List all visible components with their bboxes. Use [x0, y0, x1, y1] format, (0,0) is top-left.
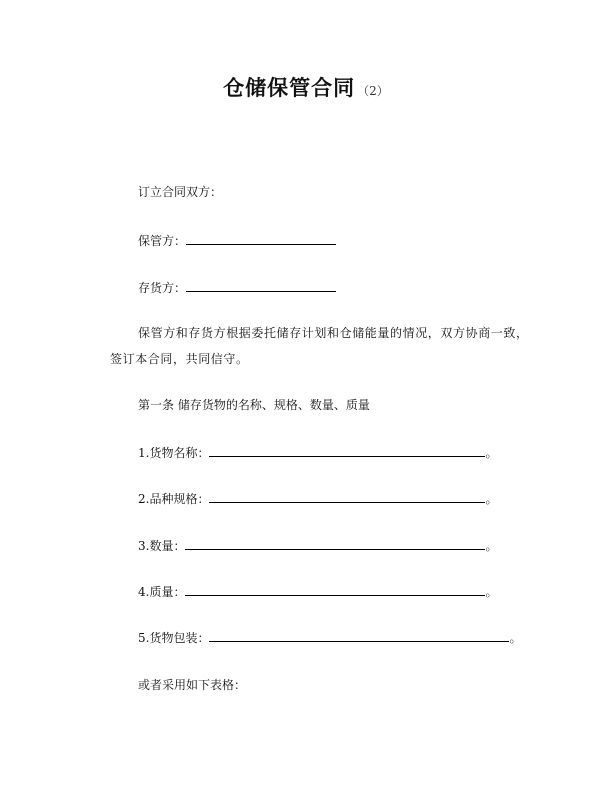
alt-table-note: 或者采用如下表格：	[138, 678, 247, 692]
item-end: 。	[485, 492, 498, 506]
item-end: 。	[485, 539, 498, 553]
depositor-line	[138, 279, 336, 296]
goods-name-blank[interactable]	[209, 444, 485, 457]
packaging-blank[interactable]	[209, 629, 509, 642]
parties-intro: 订立合同双方：	[138, 185, 223, 199]
title-number: （2）	[357, 84, 389, 98]
quantity-blank[interactable]	[185, 537, 485, 550]
keeper-line	[138, 232, 336, 249]
keeper-blank[interactable]	[186, 232, 336, 245]
item-end: 。	[509, 631, 522, 645]
item-specification	[138, 490, 497, 507]
item-label: 2.品种规格：	[138, 492, 210, 506]
document-title	[0, 72, 612, 102]
item-quantity	[138, 537, 497, 554]
item-label: 3.数量：	[138, 539, 186, 553]
item-goods-name	[138, 444, 497, 461]
item-label: 5.货物包装：	[138, 631, 210, 645]
depositor-blank[interactable]	[186, 279, 336, 292]
item-packaging	[138, 629, 521, 646]
item-end: 。	[485, 585, 498, 599]
preamble-paragraph: 保管方和存货方根据委托储存计划和仓储能量的情况，双方协商一致，签订本合同，共同信守。	[110, 326, 529, 366]
keeper-label: 保管方：	[138, 234, 187, 248]
item-label: 1.货物名称：	[138, 446, 210, 460]
item-quality	[138, 583, 497, 600]
title-main: 仓储保管合同	[223, 76, 356, 100]
article1-heading: 第一条 储存货物的名称、规格、数量、质量	[138, 398, 370, 412]
item-end: 。	[485, 446, 498, 460]
depositor-label: 存货方：	[138, 281, 187, 295]
specification-blank[interactable]	[209, 490, 485, 503]
quality-blank[interactable]	[185, 583, 485, 596]
item-label: 4.质量：	[138, 585, 186, 599]
